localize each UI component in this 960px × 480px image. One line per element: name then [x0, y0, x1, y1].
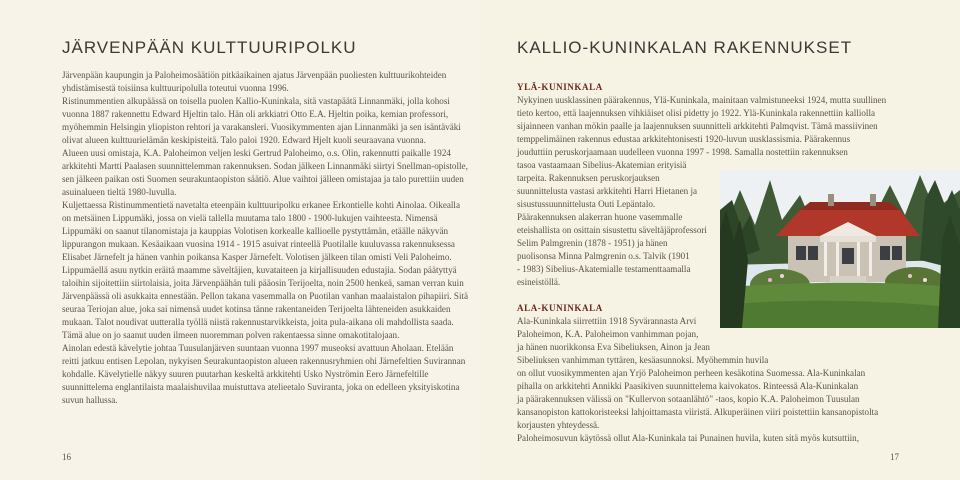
left-text-column	[62, 69, 470, 407]
text-line: tieto kertoo, että laajennuksen vihkiäiset olisi pidetty jo 1922. Ylä-Kuninkala rakennettiin kalliolla	[517, 108, 876, 118]
text-line: - 1983) Sibelius-Akatemialle testamenttaamalla	[517, 264, 691, 274]
text-line: eteishallista on osittain sisustettu säveltäjäprofessori	[517, 225, 707, 235]
section-heading-ala-kuninkala: ALA-KUNINKALA	[517, 303, 603, 313]
text-line: esineistöllä.	[517, 277, 561, 287]
text-line: on ollut vuosikymmenten ajan Yrjö Paloheimon perheen kesäkotina Suomessa. Ala-Kuninkalan	[517, 368, 866, 378]
text-line: Selim Palmgrenin (1878 - 1951) ja hänen	[517, 238, 668, 248]
text-line: tasoa vastaamaan Sibelius-Akatemian erityisiä	[517, 160, 687, 170]
section2-body	[517, 315, 937, 445]
paragraph: Järvenpään kaupungin ja Paloheimosäätiön pitkäaikainen ajatus Järvenpään puoliesten kulttuurikohteiden yhdistämisestä toisiinsa kulttuuripolulla toteutui vuonna 1996.	[62, 70, 447, 93]
text-line: sisustussuunnittelusta Outi Lepäntalo.	[517, 199, 656, 209]
text-line: sijainneen vanhan mökin paalle ja laajennuksen suunnitteli arkkitehti Palmqvist. Tämä massiivinen	[517, 121, 878, 131]
text-line: Nykyinen uusklassinen päärakennus, Ylä-Kuninkala, mainitaan valmistuneeksi 1924, mutta suullinen	[517, 95, 887, 105]
paragraph: Ainolan edestä kävelytie johtaa Tuusulanjärven suuntaan vuonna 1997 museoksi avattuun Aholaan. Etelään reitti jatkuu entisen Lepolan, nykyisen Seurakuntaopiston alueen rakennusryhmien ohi Järnefeltien Suvirannan kohdalle. Kävelytielle näkyy suuren puutarhan keskeltä arkkitehti Usko Nyströmin Eero Järnefeltille suunnittelema englantilaista maalaishuvilaa muistuttava atelieetalo Suviranta, joka on edelleen yksityiskotina suvun hallussa.	[62, 343, 466, 405]
paragraph: Kuljettaessa Ristinummentietä navetalta eteenpäin kulttuuripolku erkanee Erkontielle kohti Ainolaa. Oikealla on metsäinen Lippumäki, jossa on vielä tallella muutama talo 1800 - 1900-lukujen vaihteesta. Nimensä Lippumäki on saanut tilanomistaja ja kauppias Volotisen korkealle kallioelle pystyttämän, etäälle näkyvän lippurangon mukaan. Kesäaikaan vuosina 1914 - 1915 asuivat rinteellä Puotilalle kuuluvassa rakennuksessa Elisabet Järnefelt ja hänen vanhin poikansa Kasper Järnefelt. Volotisen jälkeen tilan omisti Veli Paloheimo. Lippumäellä asuu nytkin eräitä maamme säveltäjien, kuvataiteen ja kirjallisuuden edustajia. Sodan päätyttyä taloihin sijoitettiin siirtolaisia, joita Järvenpäähän tuli pääosin Terijoelta, noin 2500 henkeä, saman verran kuin Järvenpäässä oli asukkaita ennestään. Pellon takana vasemmalla on Puotilan vanhan maalaistalon pihapiiri. Sitä seuraa Teriojan alue, joka sai nimensä uudet kotinsa tänne rakentaneiden Terijoelta lähteneiden asukkaiden mukaan. Talot noudivat uutteralla työllä niistä rakennustarvikkeista, joita pula-aikana oli mahdollista saada. Tämä alue on jo saanut uuden ilmeen nuoremman polven rakentaessa sinne omakotitalojaan.	[62, 200, 469, 340]
paragraph: Alueen uusi omistaja, K.A. Paloheimon veljen leski Gertrud Paloheimo, o.s. Olin, rakennutti paikalle 1924 arkkitehti Martti Paalasen suunnittelemman rakennuksen. Sodan jälkeen Linnanmäki siirtyi Snellman-opistolle, sen jälkeen paikan osti Suomen seurakuntaopiston säätiö. Alue vaihtoi jälleen omistajaa ja talo purettiin uuden asuinalueen tieltä 1980-luvulla.	[62, 148, 468, 197]
right-page-title: KALLIO-KUNINKALAN RAKENNUKSET	[517, 38, 853, 57]
text-line: Paloheimosuvun käytössä ollut Ala-Kuninkala tai Punainen huvila, kuten sitä myös kutsuttiin,	[517, 433, 859, 443]
text-line: temppelimäinen rakennus edustaa arkkitehtonisesti 1920-luvun uusklassismia. Päärakennus	[517, 134, 851, 144]
text-line: jouduttiin peruskorjaamaan uudelleen vuonna 1997 - 1998. Samalla nostettiin rakennuksen	[517, 147, 848, 157]
text-line: Paloheimon, K.A. Paloheimon vanhimman pojan,	[517, 329, 699, 339]
villa-illustration	[720, 170, 960, 328]
text-line: ja päärakennuksen välissä on "Kullervon sotaanlähtö" -taos, kopio K.A. Paloheimon Tuusulan	[517, 394, 860, 404]
text-line: pihalla on arkkitehti Annikki Paasikiven suunnittelema kaivokatos. Rinteessä Ala-Kuninkalan	[517, 381, 859, 391]
paragraph: Ristinummentien alkupäässä on toisella puolen Kallio-Kuninkala, sitä vastapäätä Linnanmäki, jolla kohosi vuonna 1887 rakennettu Edward Hjeltin talo. Hän oli arkkiatri Otto E.A. Hjeltin poika, kemian professori, myöhemmin Helsingin yliopiston rehtori ja varakansleri. Vuosikymmenten ajan Linnanmäki ja sen isäntäväki olivat alueen kulttuurielämän keskipisteitä. Talo paloi 1920. Edward Hjelt kuoli seuraavana vuonna.	[62, 96, 461, 145]
text-line: korjausten yhteydessä.	[517, 420, 600, 430]
text-line: Ala-Kuninkala siirrettiin 1918 Syvärannasta Arvi	[517, 316, 697, 326]
text-line: kansanopiston kattokoristeeksi lahjoittamasta viiristä. Alkuperäinen viiri poistettiin kansanopistolta	[517, 407, 879, 417]
section-heading-yla-kuninkala: YLÄ-KUNINKALA	[517, 82, 603, 92]
page-number-left: 16	[62, 452, 71, 462]
text-line: puolisonsa Minna Palmgrenin o.s. Talvik (1901	[517, 251, 690, 261]
text-line: Sibeliuksen vanhimman tyttären, kesäasunnoksi. Myöhemmin huvila	[517, 355, 769, 365]
left-page-title: JÄRVENPÄÄN KULTTUURIPOLKU	[62, 38, 357, 57]
villa-photo	[720, 170, 960, 328]
text-line: tarpeita. Rakennuksen peruskorjauksen	[517, 173, 660, 183]
text-line: ja hänen nuorikkonsa Eva Sibeliuksen, Ainon ja Jean	[517, 342, 710, 352]
text-line: suunnittelusta vastasi arkkitehti Harri Hietanen ja	[517, 186, 698, 196]
text-line: Päärakennuksen alakerran huone vasemmalle	[517, 212, 683, 222]
page-number-right: 17	[890, 452, 899, 462]
